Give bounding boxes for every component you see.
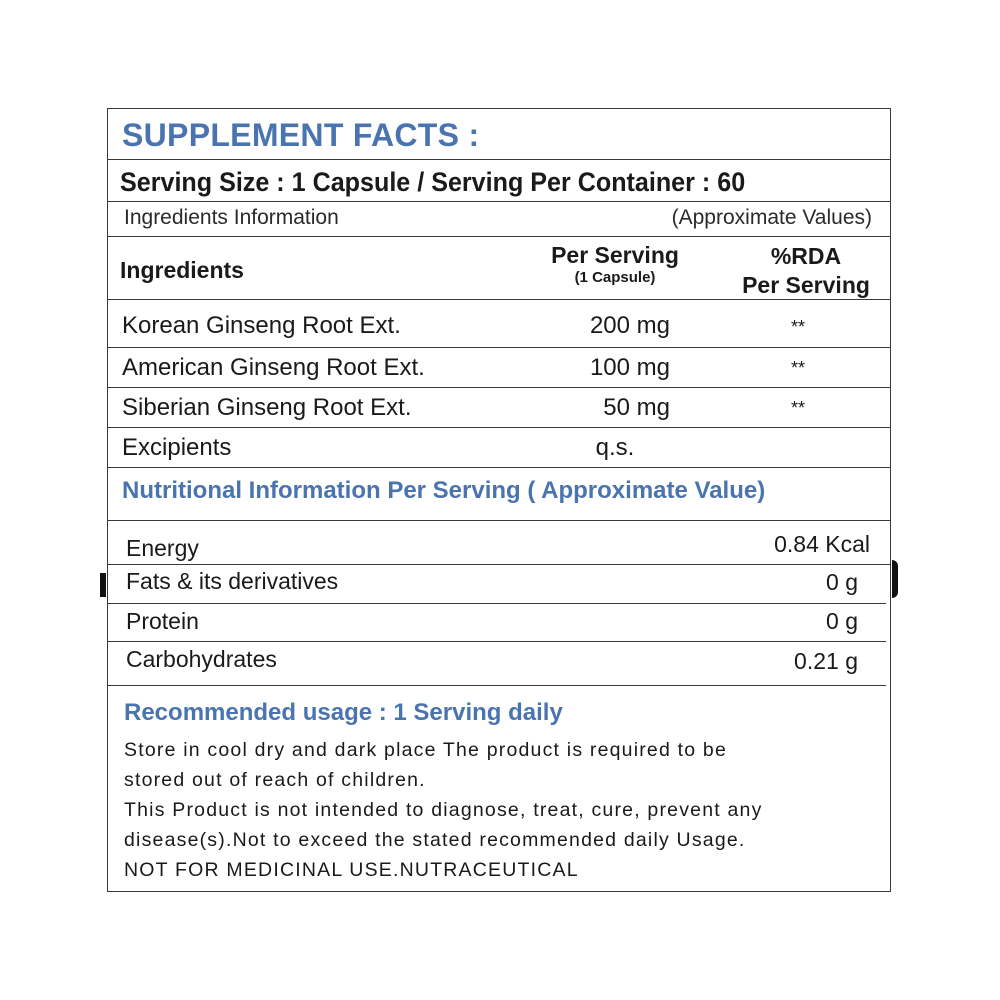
ingredient-rda: ** [790,358,805,378]
ingredient-amount: 100 mg [589,354,670,381]
nutrient-name: Fats & its derivatives [126,568,339,594]
nutrition-row [108,521,890,565]
nutrient-value: 0.21 g [794,648,858,674]
ingredient-name: Excipients [122,434,232,461]
serving-row [108,160,890,202]
recommended-usage: Recommended usage : 1 Serving daily [124,699,563,726]
note-line: Store in cool dry and dark place The product is required to be [124,739,728,761]
ingredient-row [108,348,890,388]
rda-header-line2: Per Serving [742,272,870,298]
per-serving-header: Per Serving [551,242,679,268]
ingredients-header: Ingredients [120,257,244,283]
per-serving-subheader: (1 Capsule) [574,269,656,286]
serving-size-text: Serving Size : 1 Capsule / Serving Per Container : 60 [120,167,746,197]
nutrient-value: 0.84 Kcal [774,531,870,557]
note-line: This Product is not intended to diagnose, treat, cure, prevent any [124,799,763,821]
title-row [108,109,890,160]
nutrient-name: Protein [126,608,199,634]
ingredient-rda: ** [790,317,805,337]
nutrient-name: Energy [126,535,199,561]
ingredient-row [108,428,890,468]
nutrition-title: Nutritional Information Per Serving ( Approximate Value) [122,477,766,504]
label-title: SUPPLEMENT FACTS : [122,117,480,153]
ingredient-row [108,300,890,348]
storage-notes [124,735,884,885]
note-line: NOT FOR MEDICINAL USE.NUTRACEUTICAL [124,859,579,881]
nutrition-title-row [108,468,890,521]
note-line: disease(s).Not to exceed the stated recommended daily Usage. [124,829,746,851]
ingredient-name: American Ginseng Root Ext. [122,354,425,381]
ingredient-row [108,388,890,428]
nutrient-value: 0 g [826,569,858,595]
rda-header-line1: %RDA [770,243,842,269]
ingredient-amount: q.s. [595,434,635,461]
ingredient-name: Siberian Ginseng Root Ext. [122,394,412,421]
ingredients-header-row [108,237,890,300]
nutrient-name: Carbohydrates [126,646,277,672]
nutrition-row [108,565,886,604]
ingredient-amount: 50 mg [603,394,670,421]
nutrition-row [108,642,886,686]
rda-header [728,242,884,300]
ingredient-rda: ** [790,398,805,418]
supplement-facts-label [107,108,891,892]
note-line: stored out of reach of children. [124,769,426,791]
left-edge-mark [100,573,106,597]
approximate-values-label: (Approximate Values) [671,206,872,229]
ingredients-info-label: Ingredients Information [124,206,339,229]
info-row [108,202,890,237]
right-edge-mark [892,560,898,598]
nutrient-value: 0 g [826,608,858,634]
ingredient-name: Korean Ginseng Root Ext. [122,312,401,339]
ingredient-amount: 200 mg [589,312,670,339]
nutrition-row [108,604,886,642]
